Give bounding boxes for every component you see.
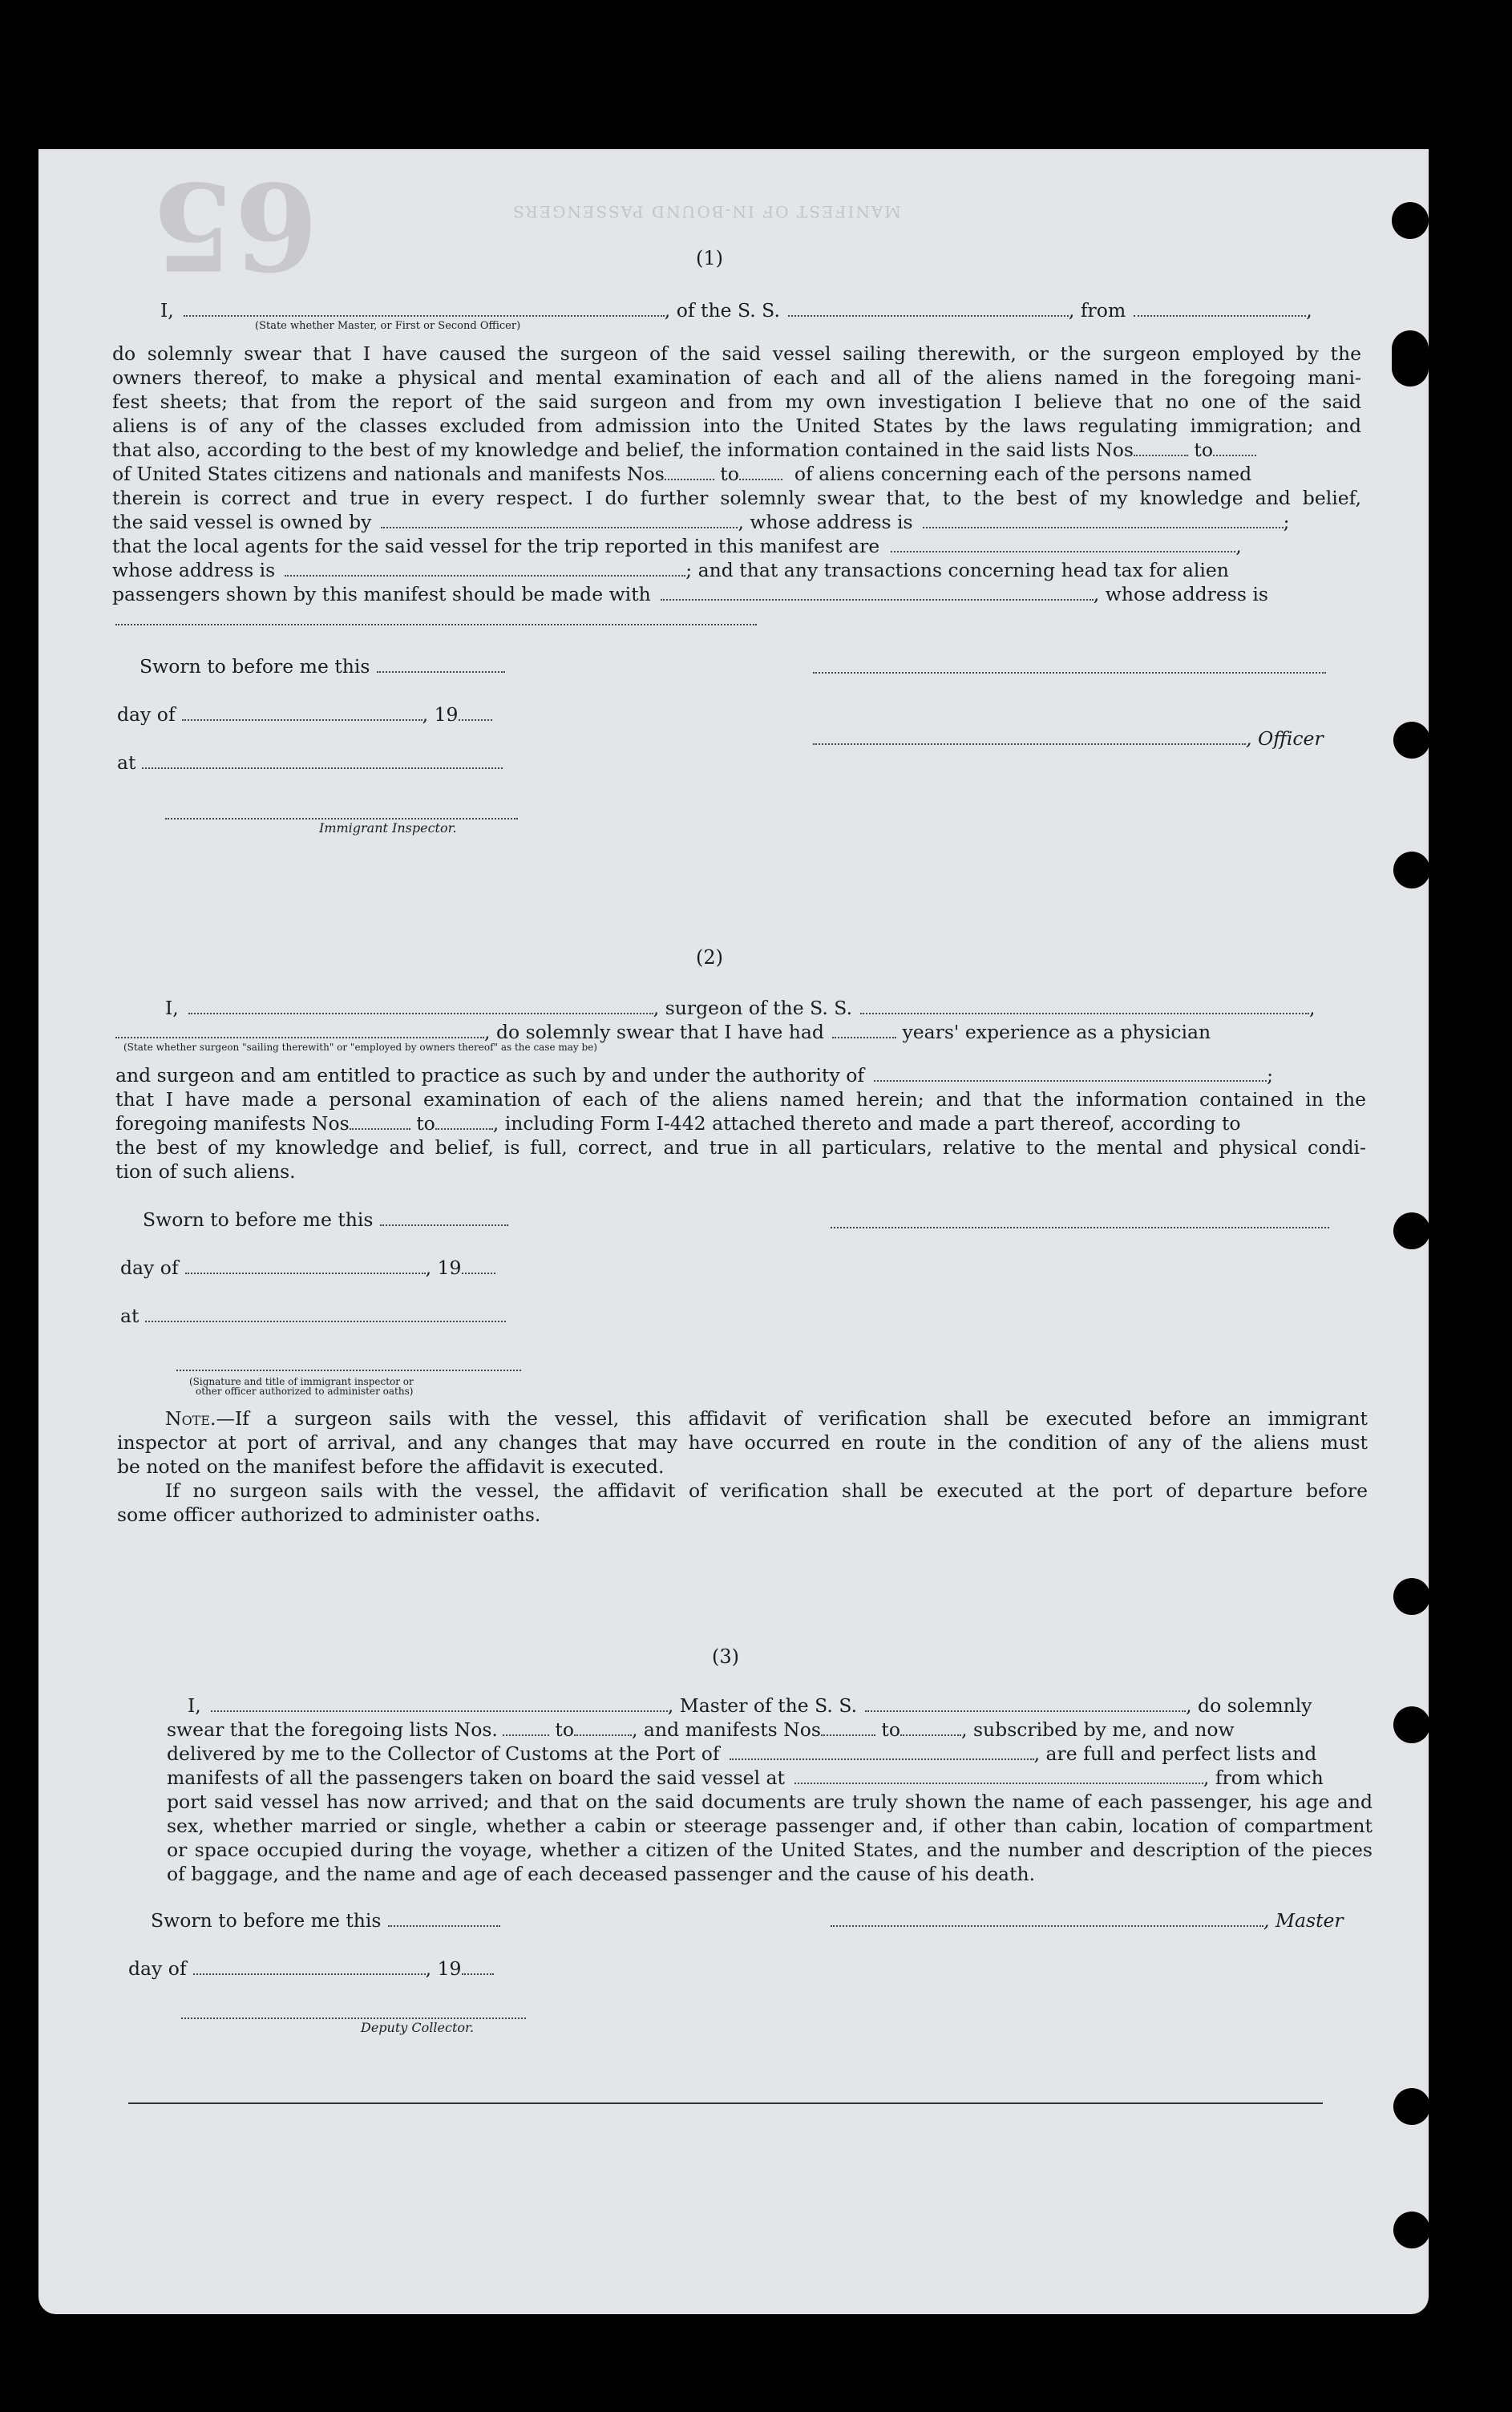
- collector-caption: Deputy Collector.: [361, 2020, 474, 2035]
- inspector-signature-line: [165, 818, 518, 820]
- paragraph-line: of United States citizens and nationals and manifests Nos to of aliens concerning each of the persons named: [112, 463, 1252, 485]
- paragraph-line: owners thereof, to make a physical and mental examination of each and all of the aliens named in the foregoing mani-: [112, 366, 1361, 389]
- inspector-signature-line: [176, 1370, 521, 1371]
- note-line: be noted on the manifest before the affidavit is executed.: [117, 1455, 665, 1478]
- punch-hole: [1393, 852, 1430, 888]
- paragraph-line: that I have made a personal examination of each of the aliens named herein; and that the information contained in the: [115, 1088, 1366, 1111]
- punch-hole: [1393, 2088, 1430, 2125]
- day-of-line: day of , 19: [117, 702, 492, 726]
- paragraph-line: that the local agents for the said vessel for the trip reported in this manifest are ,: [112, 535, 1242, 557]
- paragraph-line: delivered by me to the Collector of Customs at the Port of , are full and perfect lists and: [167, 1742, 1317, 1765]
- sworn-line: Sworn to before me this: [151, 1908, 500, 1932]
- field-caption: (State whether Master, or First or Second Officer): [255, 320, 521, 332]
- inspector-caption: Immigrant Inspector.: [319, 820, 457, 836]
- punch-hole: [1393, 1706, 1430, 1743]
- section-number: (3): [712, 1645, 739, 1668]
- punch-hole: [1393, 1212, 1430, 1249]
- bleed-through-page-number: 65: [151, 155, 318, 296]
- paragraph-line: sex, whether married or single, whether a cabin or steerage passenger and, if other than cabin, location of compartment: [167, 1815, 1373, 1837]
- bottom-rule: [128, 2102, 1323, 2104]
- paragraph-line: of baggage, and the name and age of each deceased passenger and the cause of his death.: [167, 1863, 1036, 1885]
- paragraph-line: aliens is of any of the classes excluded from admission into the United States by the laws regulating immigration; and: [112, 415, 1361, 437]
- punch-hole: [1393, 722, 1430, 759]
- paragraph-line: do solemnly swear that I have caused the surgeon of the said vessel sailing therewith, or the surgeon employed by the: [112, 342, 1361, 365]
- paragraph-line: that also, according to the best of my knowledge and belief, the information contained in the said lists Nos to: [112, 438, 1361, 462]
- signature-line: [831, 1227, 1329, 1228]
- affidavit-line: I, , of the S. S. , from ,: [160, 299, 1312, 322]
- paragraph-line: therein is correct and true in every respect. I do further solemnly swear that, to the best of my knowledge and belief,: [112, 487, 1361, 509]
- paragraph-line: or space occupied during the voyage, whether a citizen of the United States, and the number and description of the pieces: [167, 1839, 1373, 1861]
- at-line: at: [117, 751, 503, 775]
- paragraph-line: manifests of all the passengers taken on board the said vessel at , from which: [167, 1767, 1324, 1789]
- signature-caption: (Signature and title of immigrant inspector or: [189, 1376, 414, 1387]
- paragraph-line: swear that the foregoing lists Nos. to , and manifests Nos to , subscribed by me, and now: [167, 1718, 1235, 1741]
- sworn-line: Sworn to before me this: [143, 1208, 508, 1232]
- manifest-page: [38, 149, 1429, 2314]
- signature-caption: other officer authorized to administer oaths): [196, 1386, 414, 1397]
- master-line: , Master: [831, 1908, 1344, 1932]
- paragraph-line: port said vessel has now arrived; and that on the said documents are truly shown the name of each passenger, his age and: [167, 1791, 1373, 1813]
- note-line: some officer authorized to administer oaths.: [117, 1503, 541, 1526]
- paragraph-line: the best of my knowledge and belief, is full, correct, and true in all particulars, relative to the mental and physical condi-: [115, 1136, 1366, 1159]
- day-of-line: day of , 19: [120, 1256, 495, 1280]
- at-line: at: [120, 1304, 506, 1328]
- punch-hole: [1392, 202, 1429, 239]
- note-line: inspector at port of arrival, and any changes that may have occurred en route in the condition of any of the aliens must: [117, 1431, 1368, 1454]
- sworn-line: Sworn to before me this: [139, 654, 505, 678]
- note-line: If no surgeon sails with the vessel, the affidavit of verification shall be executed at the port of departure before: [165, 1479, 1368, 1502]
- affidavit-line: , do solemnly swear that I have had years' experience as a physician: [115, 1020, 1366, 1044]
- section-number: (1): [696, 247, 723, 269]
- section-number: (2): [696, 946, 723, 969]
- affidavit-line: I, , surgeon of the S. S. ,: [165, 997, 1316, 1019]
- bleed-through-header: MANIFEST OF IN-BOUND PASSENGERS: [511, 202, 901, 221]
- day-of-line: day of , 19: [128, 1957, 494, 1981]
- punch-hole: [1393, 1578, 1430, 1615]
- punch-hole: [1393, 2212, 1430, 2248]
- paragraph-line: the said vessel is owned by , whose address is ;: [112, 511, 1290, 533]
- paragraph-line: whose address is ; and that any transactions concerning head tax for alien: [112, 559, 1229, 581]
- paragraph-line: and surgeon and am entitled to practice as such by and under the authority of ;: [115, 1064, 1274, 1087]
- note-line: Note.—If a surgeon sails with the vessel, this affidavit of verification shall be executed before an immigrant: [165, 1407, 1368, 1430]
- address-line: [115, 624, 757, 625]
- field-caption: (State whether surgeon "sailing therewith" or "employed by owners thereof" as the case may be): [123, 1042, 597, 1053]
- collector-signature-line: [181, 2017, 526, 2019]
- signature-line: [813, 672, 1326, 674]
- affidavit-line: I, , Master of the S. S. , do solemnly: [188, 1694, 1312, 1717]
- paragraph-line: fest sheets; that from the report of the said surgeon and from my own investigation I believe that no one of the said: [112, 391, 1361, 413]
- paragraph-line: tion of such aliens.: [115, 1160, 296, 1183]
- officer-line: , Officer: [813, 726, 1324, 751]
- punch-hole: [1392, 330, 1429, 386]
- paragraph-line: foregoing manifests Nos to , including Form I-442 attached thereto and made a part thereof, according to: [115, 1112, 1241, 1135]
- paragraph-line: passengers shown by this manifest should be made with , whose address is: [112, 583, 1268, 605]
